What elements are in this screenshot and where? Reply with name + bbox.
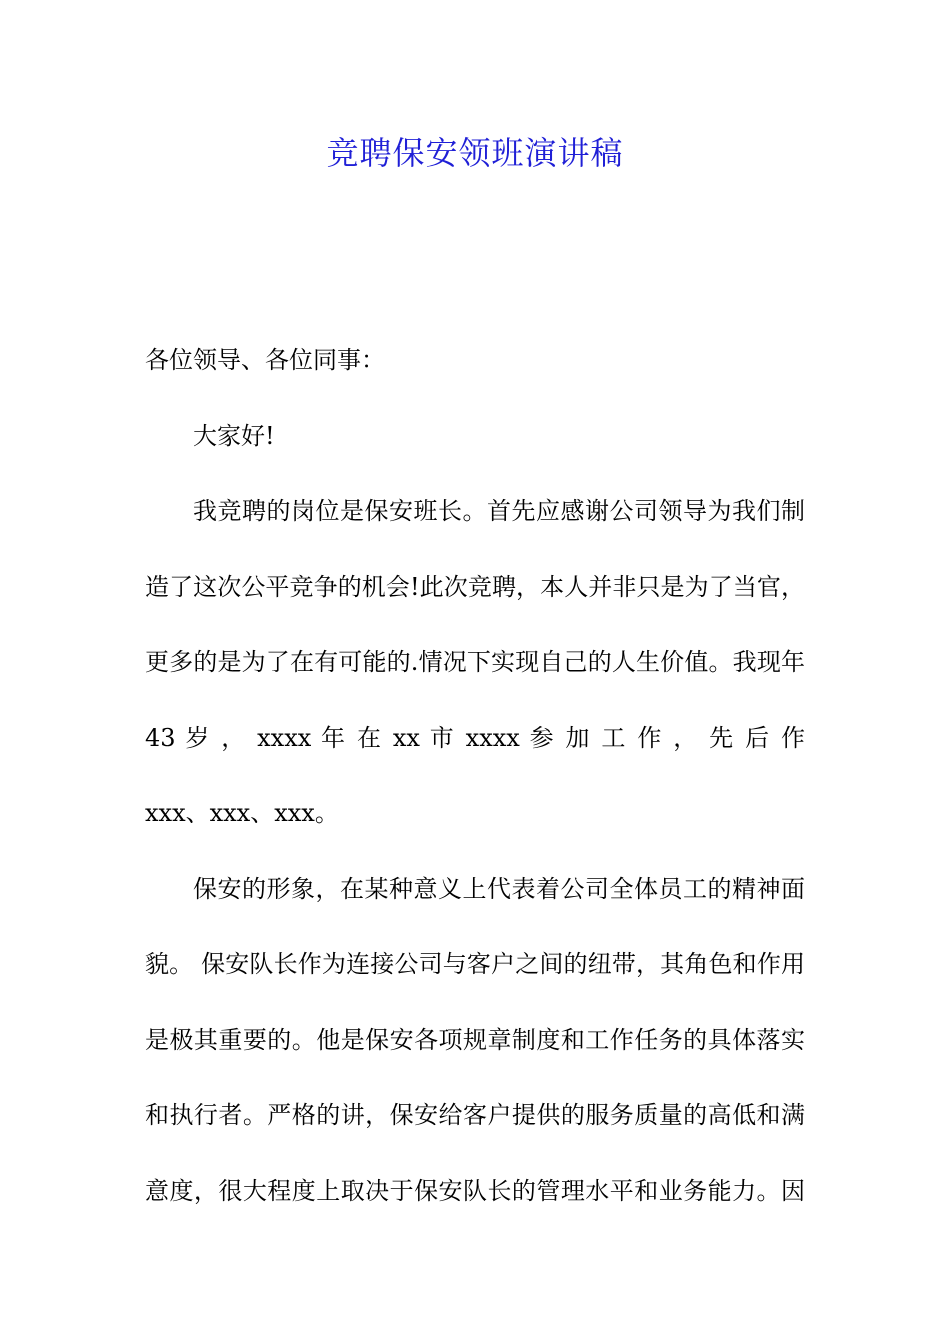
paragraph-line: 和执行者。严格的讲，保安给客户提供的服务质量的高低和满 bbox=[145, 1101, 805, 1129]
paragraph-line: 43 岁 ， xxxx 年 在 xx 市 xxxx 参 加 工 作 ， 先 后 作 bbox=[145, 723, 805, 752]
paragraph-line: 是极其重要的。他是保安各项规章制度和工作任务的具体落实 bbox=[145, 1025, 805, 1054]
salutation-line: 各位领导、各位同事： bbox=[145, 346, 385, 374]
paragraph-line: 更多的是为了在有可能的.情况下实现自己的人生价值。我现年 bbox=[145, 648, 805, 676]
document-body bbox=[145, 336, 805, 1242]
greeting-line: 大家好! bbox=[193, 421, 275, 450]
paragraph-line: 我竞聘的岗位是保安班长。首先应感谢公司领导为我们制 bbox=[193, 497, 805, 525]
paragraph-line: 貌。 保安队长作为连接公司与客户之间的纽带，其角色和作用 bbox=[145, 950, 805, 978]
paragraph-line: 保安的形象，在某种意义上代表着公司全体员工的精神面 bbox=[193, 874, 805, 903]
document-title: 竞聘保安领班演讲稿 bbox=[326, 134, 624, 172]
paragraph-line: 意度，很大程度上取决于保安队长的管理水平和业务能力。因 bbox=[145, 1176, 805, 1205]
paragraph-line: 造了这次公平竞争的机会!此次竞聘，本人并非只是为了当官， bbox=[145, 572, 805, 601]
paragraph-line: xxx、xxx、xxx。 bbox=[145, 799, 339, 827]
